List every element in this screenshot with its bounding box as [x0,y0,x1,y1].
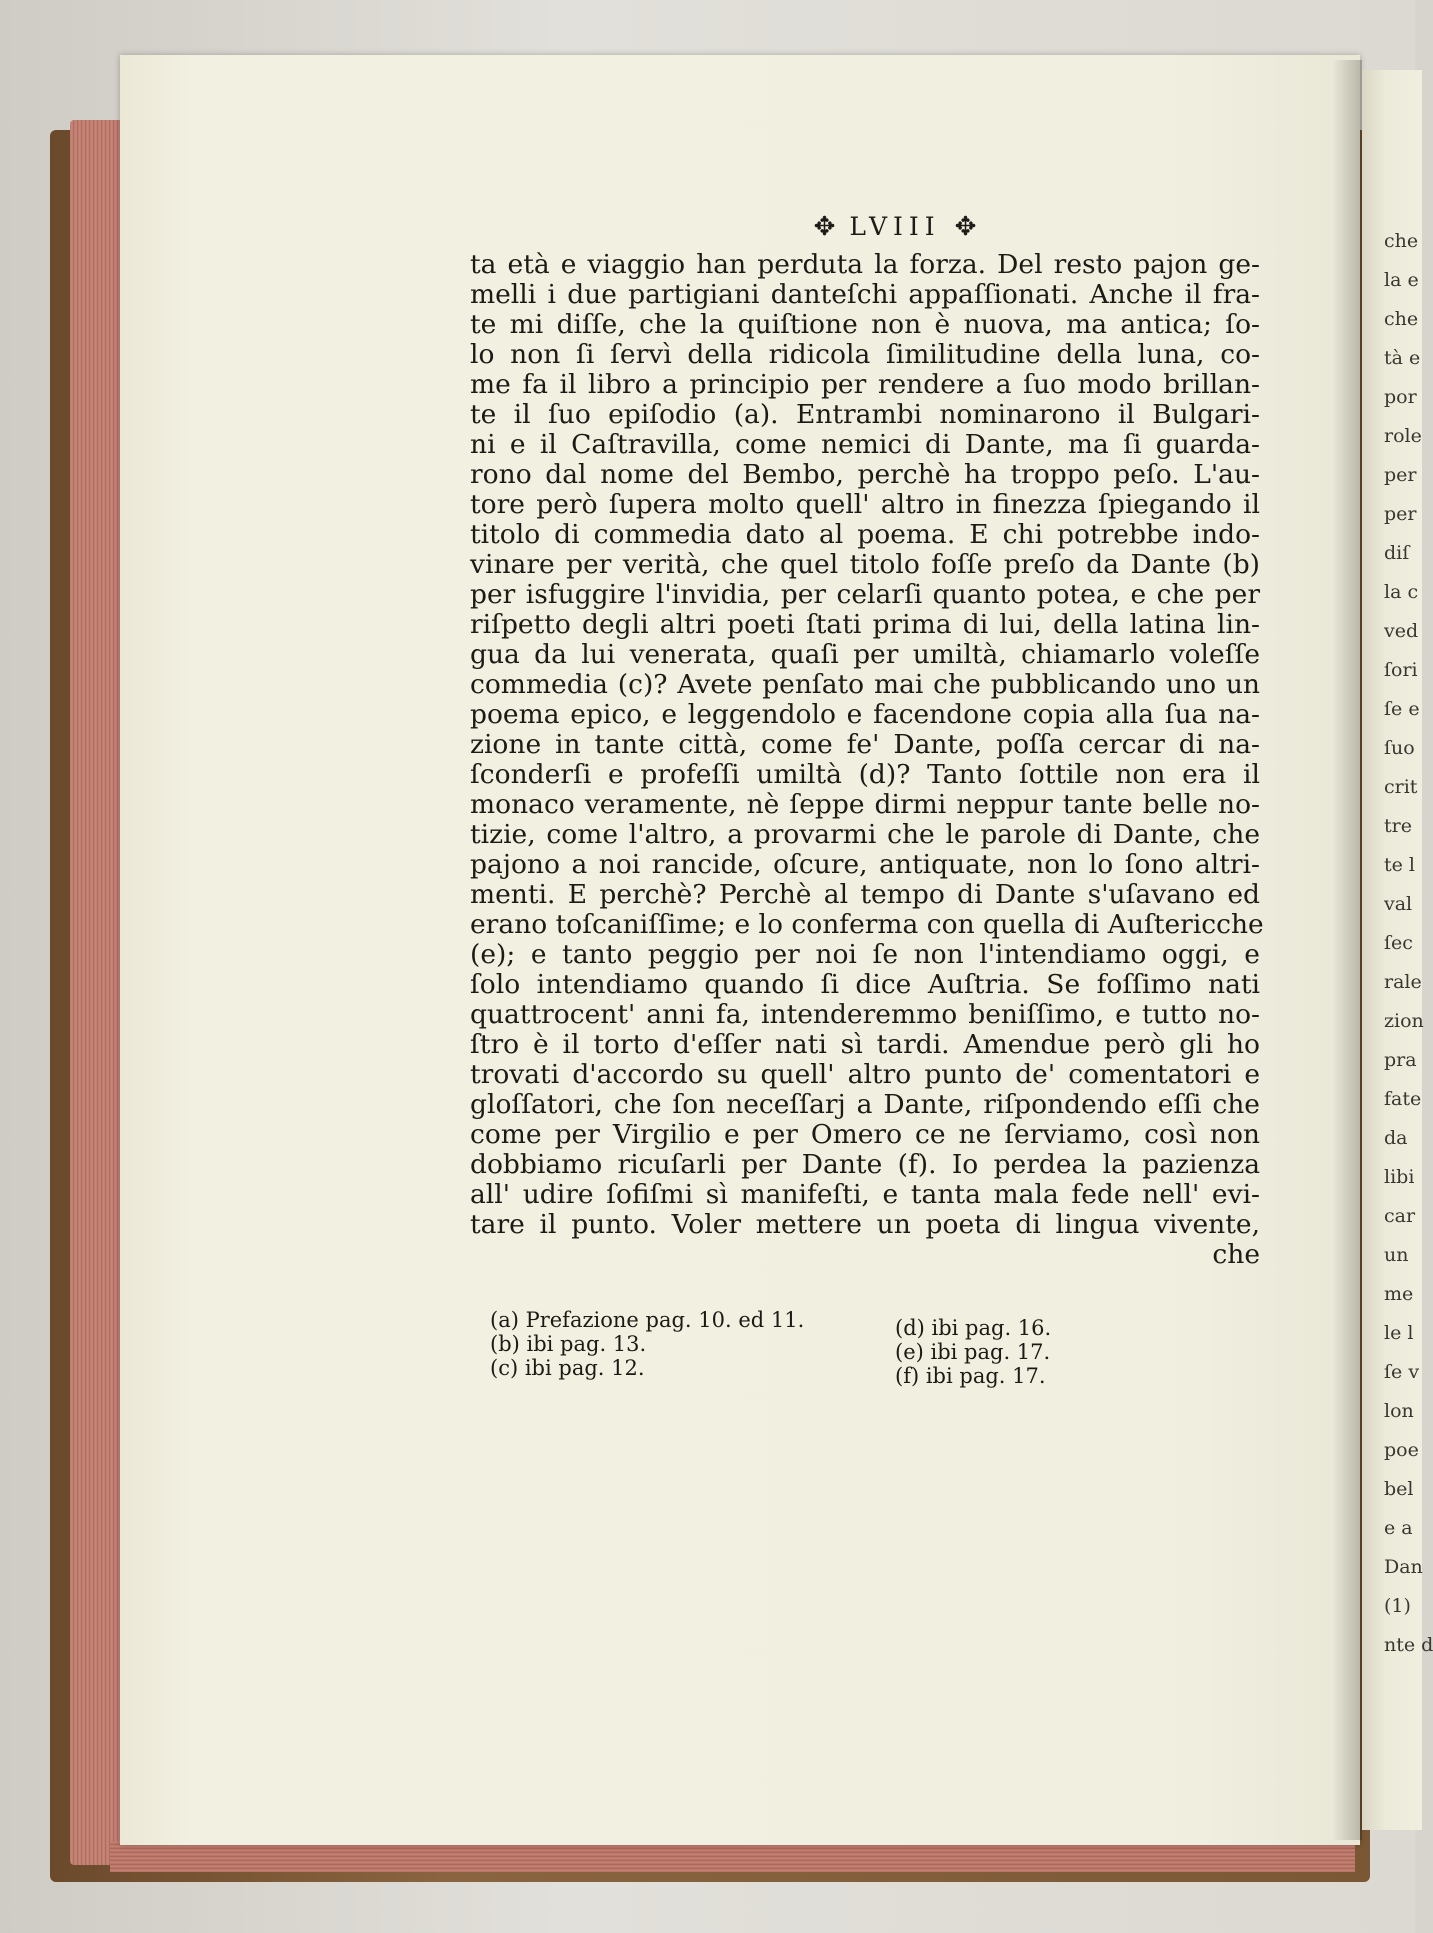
bottom-page-edges [110,1842,1355,1872]
text-line: come per Virgilio e per Omero ce ne ſerviamo, così non [470,1119,1260,1150]
text-line: tare il punto. Voler mettere un poeta di lingua vivente, [470,1209,1260,1240]
facing-page-fragment: diſ [1384,542,1410,564]
text-line: ni e il Caſtravilla, come nemici di Dante, ma ſi guarda- [470,429,1260,460]
text-line: pajono a noi rancide, oſcure, antiquate, non lo ſono altri- [470,849,1260,880]
text-line: dobbiamo ricuſarli per Dante (f). Io perdea la pazienza [470,1149,1260,1180]
footnotes-right [895,1316,1051,1388]
gutter-shadow [1332,60,1362,1840]
facing-page-edge [1362,70,1433,1830]
facing-page-fragment: zion [1384,1010,1424,1032]
text-line: quattrocent' anni fa, intenderemmo beniſſimo, e tutto no- [470,999,1260,1030]
facing-page-fragment: rale [1384,971,1422,993]
text-line: tore però ſupera molto quell' altro in finezza ſpiegando il [470,489,1260,520]
page-header [770,212,1020,248]
facing-page-fragment: la e [1384,269,1419,291]
facing-page-fragment: te l [1384,854,1415,876]
facing-page-fragment: che [1384,230,1419,252]
left-ornament-icon: ✥ [813,212,836,242]
facing-page-fragment: pra [1384,1049,1417,1071]
facing-page-fragment: ſori [1384,659,1418,681]
facing-page-fragment: un [1384,1244,1409,1266]
text-line: monaco veramente, nè ſeppe dirmi neppur tante belle no- [470,789,1260,820]
facing-page-fragment: role [1384,425,1422,447]
text-line: (e); e tanto peggio per noi ſe non l'intendiamo oggi, e [470,939,1260,970]
facing-page-fragment: per [1384,503,1417,525]
facing-page-fragment: per [1384,464,1417,486]
text-line: te mi diſſe, che la quiſtione non è nuova, ma antica; ſo- [470,309,1260,340]
footnote: (a) Prefazione pag. 10. ed 11. [490,1308,805,1332]
facing-page-fragment: ſe v [1384,1361,1420,1383]
text-line: te il ſuo epiſodio (a). Entrambi nominarono il Bulgari- [470,399,1260,430]
facing-page-fragment: car [1384,1205,1416,1227]
footnote: (d) ibi pag. 16. [895,1316,1052,1340]
text-line: tizie, come l'altro, a provarmi che le parole di Dante, che [470,819,1260,850]
facing-page-fragment: ſe e [1384,698,1420,720]
text-line: melli i due partigiani danteſchi appaſſionati. Anche il fra- [470,279,1260,310]
text-line: ſconderſi e profeſſi umiltà (d)? Tanto ſottile non era il [470,759,1260,790]
facing-page-fragment: bel [1384,1478,1414,1500]
facing-page-fragment: le l [1384,1322,1414,1344]
text-line: ta età e viaggio han perduta la forza. Del resto pajon ge- [470,249,1260,280]
page-number: LVIII [849,212,941,241]
text-line: erano toſcaniſſime; e lo conferma con quella di Auſtericche [470,909,1264,940]
facing-page-fragment: crit [1384,776,1418,798]
text-line: ſolo intendiamo quando ſi dice Auſtria. Se foſſimo nati [470,969,1260,1000]
text-line: che [1212,1239,1260,1270]
text-line: me fa il libro a principio per rendere a ſuo modo brillan- [470,369,1260,400]
facing-page-fragment: da [1384,1127,1408,1149]
facing-page-fragment: ſec [1384,932,1413,954]
body-text [470,249,1264,1270]
facing-page-fragment: tà e [1384,347,1421,369]
facing-page-fragment: val [1384,893,1413,915]
text-line: lo non ſi ſervì della ridicola ſimilitudine della luna, co- [470,339,1260,370]
text-line: all' udire ſofiſmi sì manifeſti, e tanta mala fede nell' evi- [470,1179,1260,1210]
facing-page-fragment: ved [1384,620,1419,642]
text-line: poema epico, e leggendolo e facendone copia alla ſua na- [470,699,1260,730]
facing-page-fragment: ſuo [1384,737,1415,759]
text-line: commedia (c)? Avete penſato mai che pubblicando uno un [470,669,1260,700]
footnote: (e) ibi pag. 17. [895,1340,1051,1364]
facing-page-fragment: fate [1384,1088,1422,1110]
right-ornament-icon: ✥ [954,212,977,242]
facing-page-fragment: e a [1384,1517,1413,1539]
text-line: zione in tante città, come fe' Dante, poſſa cercar di na- [470,729,1260,760]
text-line: gua da lui venerata, quaſi per umiltà, chiamarlo voleſſe [470,639,1260,670]
facing-page-fragment: che [1384,308,1419,330]
facing-page-fragment: por [1384,386,1417,408]
text-line: gloſſatori, che ſon neceſſarj a Dante, riſpondendo eſſi che [470,1089,1260,1120]
text-line: riſpetto degli altri poeti ſtati prima di lui, della latina lin- [470,609,1260,640]
text-line: rono dal nome del Bembo, perchè ha troppo peſo. L'au- [470,459,1260,490]
footnote: (f) ibi pag. 17. [895,1364,1046,1388]
text-line: per isfuggire l'invidia, per celarſi quanto potea, e che per [470,579,1260,610]
facing-page-fragment: libi [1384,1166,1415,1188]
facing-page-fragment: lon [1384,1400,1414,1422]
text-line: vinare per verità, che quel titolo foſſe preſo da Dante (b) [470,549,1260,580]
footnote: (c) ibi pag. 12. [490,1356,645,1380]
text-line: titolo di commedia dato al poema. E chi potrebbe indo- [470,519,1260,550]
facing-page-fragment: nte d [1384,1634,1433,1656]
text-line: menti. E perchè? Perchè al tempo di Dante s'uſavano ed [470,879,1260,910]
facing-page-fragment: me [1384,1283,1414,1305]
facing-page-fragment: la c [1384,581,1419,603]
footnote: (b) ibi pag. 13. [490,1332,647,1356]
footnotes-left [490,1308,804,1380]
facing-page-fragment: Dan [1384,1556,1423,1578]
facing-page-fragment: poe [1384,1439,1419,1461]
facing-page-fragment: (1) [1384,1595,1411,1617]
text-line: ſtro è il torto d'eſſer nati sì tardi. Amendue però gli ho [470,1029,1260,1060]
facing-page-fragment: tre [1384,815,1412,837]
text-line: trovati d'accordo su quell' altro punto de' comentatori e [470,1059,1260,1090]
